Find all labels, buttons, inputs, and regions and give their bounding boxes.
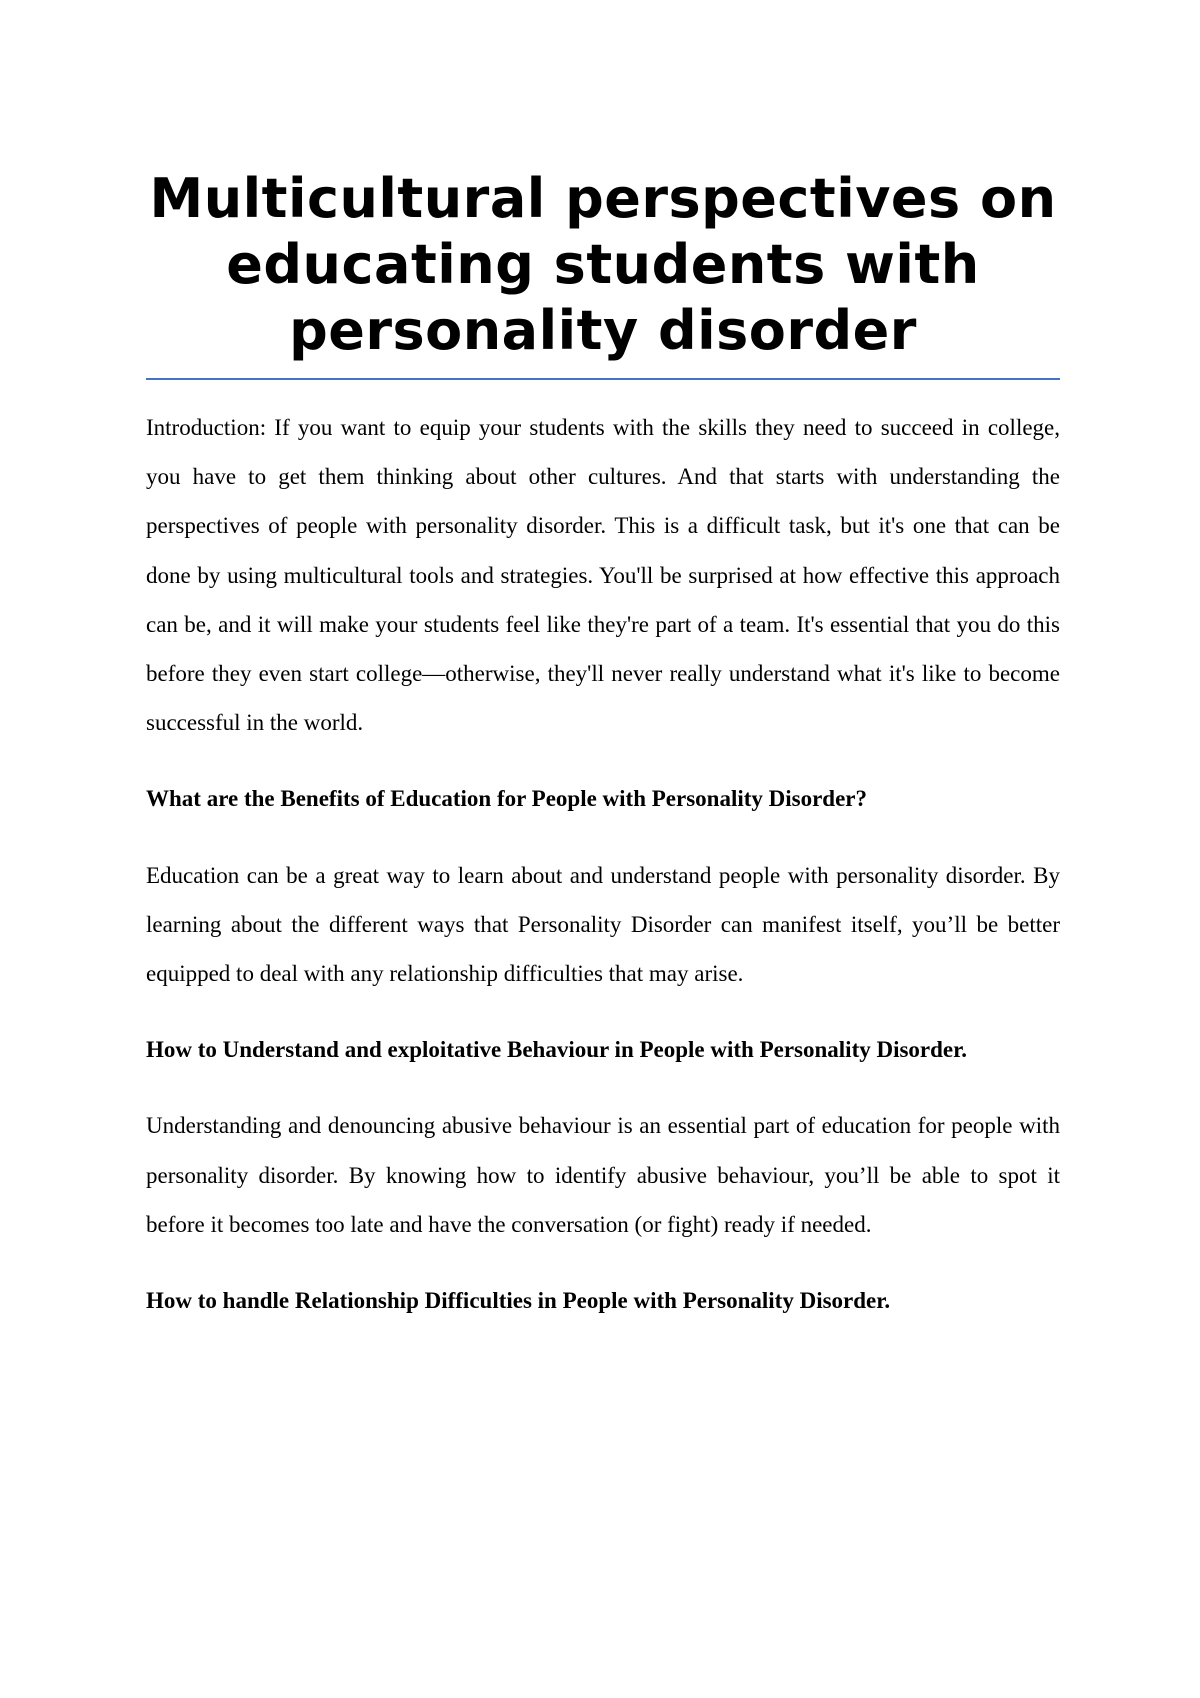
section-heading-exploitative-behaviour: How to Understand and exploitative Behaviour in People with Personality Disorder.: [146, 1037, 967, 1063]
abusive-behaviour-paragraph: Understanding and denouncing abusive behaviour is an essential part of education for people with personality disorder. By knowing how to identify abusive behaviour, you’ll be able to spot it before it becomes too late and have the conversation (or fight) ready if needed.: [146, 1113, 1060, 1237]
spacer: [146, 998, 1060, 1025]
spacer: [146, 1249, 1060, 1276]
intro-paragraph: Introduction: If you want to equip your students with the skills they need to succeed in college, you have to get them thinking about other cultures. And that starts with understanding the perspectives of people with personality disorder. This is a difficult task, but it's one that can be done by using multicultural tools and strategies. You'll be surprised at how effective this approach can be, and it will make your students feel like they're part of a team. It's essential that you do this before they even start college—otherwise, they'll never really understand what it's like to become successful in the world.: [146, 415, 1060, 736]
document-body: [146, 166, 1060, 1325]
spacer: [146, 747, 1060, 774]
spacer: [146, 824, 1060, 851]
page-title: Multicultural perspectives on educating students with personality disorder: [149, 167, 1057, 362]
spacer: [146, 1074, 1060, 1101]
title-underline-divider: [146, 378, 1060, 380]
benefits-paragraph: Education can be a great way to learn about and understand people with personality disorder. By learning about the different ways that Personality Disorder can manifest itself, you’ll be better equipped to deal with any relationship difficulties that may arise.: [146, 862, 1060, 987]
section-heading-relationship-difficulties: How to handle Relationship Difficulties in People with Personality Disorder.: [146, 1288, 891, 1314]
section-heading-benefits: What are the Benefits of Education for People with Personality Disorder?: [146, 786, 868, 812]
